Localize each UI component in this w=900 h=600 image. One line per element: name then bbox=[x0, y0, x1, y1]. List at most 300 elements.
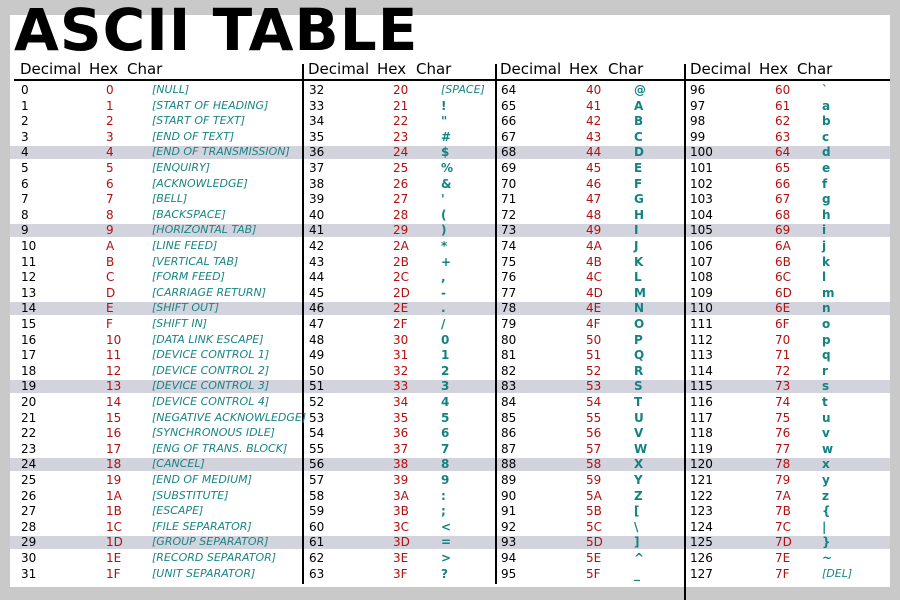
decimal-cell: 22 bbox=[21, 426, 37, 441]
decimal-cell: 116 bbox=[690, 395, 713, 409]
decimal-cell: 59 bbox=[309, 504, 325, 519]
hex-cell: 31 bbox=[393, 348, 409, 363]
hex-cell: 52 bbox=[586, 363, 602, 378]
char-cell: ) bbox=[441, 223, 447, 238]
decimal-cell: 98 bbox=[690, 114, 706, 129]
char-cell: H bbox=[634, 207, 645, 222]
hex-cell: 6 bbox=[106, 176, 114, 191]
decimal-cell: 38 bbox=[309, 176, 325, 191]
decimal-cell: 104 bbox=[690, 207, 713, 222]
char-cell: [ENG OF TRANS. BLOCK] bbox=[152, 441, 288, 455]
hex-cell: 48 bbox=[586, 207, 602, 222]
column-header-hex: Hex bbox=[759, 60, 789, 78]
char-cell: [NEGATIVE ACKNOWLEDGE] bbox=[152, 410, 307, 424]
char-cell: % bbox=[441, 161, 454, 175]
decimal-cell: 20 bbox=[21, 395, 37, 409]
char-cell: r bbox=[822, 363, 828, 378]
char-cell: o bbox=[822, 317, 831, 331]
decimal-cell: 42 bbox=[309, 239, 325, 253]
char-cell: . bbox=[441, 301, 446, 316]
char-cell: 2 bbox=[441, 363, 450, 378]
hex-cell: 61 bbox=[775, 98, 791, 113]
char-cell: Y bbox=[634, 473, 643, 487]
decimal-cell: 71 bbox=[501, 192, 517, 207]
char-cell: V bbox=[634, 426, 644, 441]
hex-cell: 51 bbox=[586, 348, 602, 363]
decimal-cell: 70 bbox=[501, 176, 517, 191]
hex-cell: 57 bbox=[586, 441, 602, 456]
decimal-cell: 44 bbox=[309, 270, 325, 285]
char-cell: Q bbox=[634, 348, 645, 363]
char-cell: O bbox=[634, 317, 645, 331]
hex-cell: 13 bbox=[106, 379, 122, 394]
decimal-cell: 27 bbox=[21, 504, 37, 519]
char-cell: [ bbox=[634, 504, 640, 519]
char-cell: W bbox=[634, 441, 648, 456]
decimal-cell: 91 bbox=[501, 504, 517, 519]
hex-cell: 79 bbox=[775, 473, 791, 487]
char-cell: [SHIFT IN] bbox=[152, 317, 208, 330]
hex-cell: 20 bbox=[393, 83, 409, 97]
char-cell: 6 bbox=[441, 426, 450, 441]
decimal-cell: 56 bbox=[309, 457, 325, 472]
char-cell: [DEVICE CONTROL 2] bbox=[152, 363, 270, 377]
decimal-cell: 75 bbox=[501, 254, 517, 269]
decimal-cell: 113 bbox=[690, 348, 713, 363]
char-cell: & bbox=[441, 176, 452, 191]
hex-cell: 5D bbox=[586, 535, 603, 550]
decimal-cell: 9 bbox=[21, 223, 29, 238]
column-header-hex: Hex bbox=[569, 60, 599, 78]
decimal-cell: 6 bbox=[21, 176, 29, 191]
decimal-cell: 89 bbox=[501, 473, 517, 487]
hex-cell: 29 bbox=[393, 223, 409, 238]
hex-cell: 35 bbox=[393, 410, 409, 425]
char-cell: [BELL] bbox=[152, 192, 188, 206]
hex-cell: 3C bbox=[393, 519, 410, 534]
hex-cell: 23 bbox=[393, 129, 409, 144]
hex-cell: 18 bbox=[106, 457, 122, 472]
char-cell: k bbox=[822, 254, 830, 269]
hex-cell: 8 bbox=[106, 207, 114, 222]
hex-cell: 2C bbox=[393, 270, 410, 285]
hex-cell: 30 bbox=[393, 332, 409, 347]
char-cell: * bbox=[441, 239, 448, 253]
hex-cell: 5C bbox=[586, 519, 603, 534]
char-cell: h bbox=[822, 207, 831, 222]
hex-cell: 66 bbox=[775, 176, 791, 191]
decimal-cell: 16 bbox=[21, 332, 37, 347]
hex-cell: 37 bbox=[393, 441, 409, 456]
hex-cell: 5E bbox=[586, 551, 602, 565]
char-cell: [FILE SEPARATOR] bbox=[152, 519, 252, 533]
char-cell: g bbox=[822, 192, 831, 207]
decimal-cell: 112 bbox=[690, 332, 713, 347]
decimal-cell: 106 bbox=[690, 239, 713, 253]
char-cell: j bbox=[822, 239, 827, 253]
hex-cell: 63 bbox=[775, 129, 791, 144]
char-cell: [GROUP SEPARATOR] bbox=[152, 535, 269, 549]
char-cell: 3 bbox=[441, 379, 450, 394]
decimal-cell: 101 bbox=[690, 161, 713, 175]
decimal-cell: 86 bbox=[501, 426, 517, 441]
char-cell: : bbox=[441, 488, 446, 503]
decimal-cell: 50 bbox=[309, 363, 325, 378]
decimal-cell: 28 bbox=[21, 519, 37, 534]
hex-cell: 54 bbox=[586, 395, 602, 409]
decimal-cell: 74 bbox=[501, 239, 517, 253]
hex-cell: 50 bbox=[586, 332, 602, 347]
hex-cell: A bbox=[106, 239, 115, 253]
hex-cell: 1A bbox=[106, 488, 122, 503]
decimal-cell: 58 bbox=[309, 488, 325, 503]
column-header-char: Char bbox=[797, 60, 833, 78]
hex-cell: 42 bbox=[586, 114, 602, 129]
char-cell: z bbox=[822, 488, 829, 503]
hex-cell: 4D bbox=[586, 285, 603, 300]
hex-cell: 59 bbox=[586, 473, 602, 487]
decimal-cell: 14 bbox=[21, 301, 37, 316]
char-cell: v bbox=[822, 426, 830, 441]
decimal-cell: 127 bbox=[690, 566, 713, 581]
decimal-cell: 31 bbox=[21, 566, 37, 581]
hex-cell: 10 bbox=[106, 332, 122, 347]
decimal-cell: 18 bbox=[21, 363, 37, 378]
hex-cell: 5A bbox=[586, 488, 602, 503]
decimal-cell: 66 bbox=[501, 114, 517, 129]
char-cell: l bbox=[822, 270, 827, 285]
hex-cell: 7F bbox=[775, 566, 790, 581]
hex-cell: 58 bbox=[586, 457, 602, 472]
hex-cell: 2F bbox=[393, 317, 408, 331]
char-cell: [SUBSTITUTE] bbox=[152, 488, 229, 502]
char-cell: p bbox=[822, 332, 831, 347]
decimal-cell: 72 bbox=[501, 207, 517, 222]
hex-cell: 4A bbox=[586, 239, 602, 253]
decimal-cell: 79 bbox=[501, 317, 517, 331]
hex-cell: 3B bbox=[393, 504, 409, 519]
decimal-cell: 19 bbox=[21, 379, 37, 394]
decimal-cell: 118 bbox=[690, 426, 713, 441]
decimal-cell: 114 bbox=[690, 363, 713, 378]
hex-cell: 17 bbox=[106, 441, 122, 456]
hex-cell: 43 bbox=[586, 129, 602, 144]
char-cell: X bbox=[634, 457, 644, 472]
char-cell: 8 bbox=[441, 457, 450, 472]
hex-cell: 27 bbox=[393, 192, 409, 207]
char-cell: 9 bbox=[441, 473, 450, 487]
column-header-hex: Hex bbox=[377, 60, 407, 78]
char-cell: a bbox=[822, 98, 831, 113]
decimal-cell: 92 bbox=[501, 519, 517, 534]
char-cell: [NULL] bbox=[152, 83, 190, 96]
char-cell: D bbox=[634, 145, 644, 160]
hex-cell: 6B bbox=[775, 254, 791, 269]
decimal-cell: 7 bbox=[21, 192, 29, 207]
char-cell: K bbox=[634, 254, 644, 269]
decimal-cell: 105 bbox=[690, 223, 713, 238]
char-cell: x bbox=[822, 457, 830, 472]
hex-cell: 19 bbox=[106, 473, 122, 487]
hex-cell: B bbox=[106, 254, 115, 269]
char-cell: ^ bbox=[634, 551, 645, 565]
hex-cell: 1D bbox=[106, 535, 123, 550]
row-band bbox=[10, 146, 890, 159]
hex-cell: 3F bbox=[393, 566, 408, 581]
hex-cell: 77 bbox=[775, 441, 791, 456]
hex-cell: 1F bbox=[106, 566, 121, 581]
hex-cell: 69 bbox=[775, 223, 791, 238]
hex-cell: 44 bbox=[586, 145, 602, 160]
table-sheet bbox=[10, 15, 890, 587]
char-cell: \ bbox=[634, 519, 639, 534]
column-divider bbox=[495, 64, 497, 584]
char-cell: ! bbox=[441, 98, 447, 113]
decimal-cell: 124 bbox=[690, 519, 713, 534]
char-cell: e bbox=[822, 161, 831, 175]
decimal-cell: 35 bbox=[309, 129, 325, 144]
char-cell: [FORM FEED] bbox=[152, 270, 225, 284]
char-cell: ` bbox=[822, 83, 828, 97]
decimal-cell: 29 bbox=[21, 535, 37, 550]
decimal-cell: 83 bbox=[501, 379, 517, 394]
hex-cell: 7A bbox=[775, 488, 791, 503]
hex-cell: 3 bbox=[106, 129, 114, 144]
column-header-char: Char bbox=[127, 60, 163, 78]
char-cell: # bbox=[441, 129, 452, 144]
column-divider bbox=[684, 64, 686, 600]
char-cell: ( bbox=[441, 207, 447, 222]
char-cell: q bbox=[822, 348, 831, 363]
decimal-cell: 53 bbox=[309, 410, 325, 425]
hex-cell: 45 bbox=[586, 161, 602, 175]
decimal-cell: 120 bbox=[690, 457, 713, 472]
char-cell: _ bbox=[634, 566, 640, 581]
hex-cell: 40 bbox=[586, 83, 602, 97]
decimal-cell: 11 bbox=[21, 254, 37, 269]
decimal-cell: 80 bbox=[501, 332, 517, 347]
hex-cell: 47 bbox=[586, 192, 602, 207]
hex-cell: 46 bbox=[586, 176, 602, 191]
char-cell: [SHIFT OUT] bbox=[152, 301, 220, 315]
decimal-cell: 15 bbox=[21, 317, 37, 331]
char-cell: ] bbox=[634, 535, 640, 550]
char-cell: I bbox=[634, 223, 639, 238]
decimal-cell: 60 bbox=[309, 519, 325, 534]
hex-cell: 3D bbox=[393, 535, 410, 550]
hex-cell: 67 bbox=[775, 192, 791, 207]
char-cell: [LINE FEED] bbox=[152, 239, 218, 252]
hex-cell: 14 bbox=[106, 395, 122, 409]
decimal-cell: 23 bbox=[21, 441, 37, 456]
decimal-cell: 47 bbox=[309, 317, 325, 331]
row-band bbox=[10, 380, 890, 393]
decimal-cell: 111 bbox=[690, 317, 713, 331]
hex-cell: 4C bbox=[586, 270, 603, 285]
decimal-cell: 21 bbox=[21, 410, 37, 425]
decimal-cell: 84 bbox=[501, 395, 517, 409]
decimal-cell: 51 bbox=[309, 379, 325, 394]
hex-cell: 7 bbox=[106, 192, 114, 207]
decimal-cell: 85 bbox=[501, 410, 517, 425]
hex-cell: 6C bbox=[775, 270, 792, 285]
hex-cell: E bbox=[106, 301, 114, 316]
column-header-char: Char bbox=[416, 60, 452, 78]
char-cell: Z bbox=[634, 488, 643, 503]
char-cell: m bbox=[822, 285, 835, 300]
column-header-char: Char bbox=[608, 60, 644, 78]
row-band bbox=[10, 224, 890, 237]
decimal-cell: 24 bbox=[21, 457, 37, 472]
decimal-cell: 103 bbox=[690, 192, 713, 207]
hex-cell: 4F bbox=[586, 317, 601, 331]
char-cell: [DEVICE CONTROL 3] bbox=[152, 379, 270, 393]
hex-cell: 70 bbox=[775, 332, 791, 347]
char-cell: | bbox=[822, 519, 827, 534]
hex-cell: 25 bbox=[393, 161, 409, 175]
decimal-cell: 34 bbox=[309, 114, 325, 129]
hex-cell: 6E bbox=[775, 301, 791, 316]
char-cell: [HORIZONTAL TAB] bbox=[152, 223, 257, 237]
char-cell: + bbox=[441, 254, 452, 269]
hex-cell: 11 bbox=[106, 348, 122, 363]
char-cell: J bbox=[634, 239, 639, 253]
char-cell: [END OF MEDIUM] bbox=[152, 473, 252, 486]
char-cell: [DEVICE CONTROL 1] bbox=[152, 348, 270, 362]
decimal-cell: 68 bbox=[501, 145, 517, 160]
decimal-cell: 26 bbox=[21, 488, 37, 503]
decimal-cell: 10 bbox=[21, 239, 37, 253]
char-cell: " bbox=[441, 114, 448, 129]
column-header-decimal: Decimal bbox=[308, 60, 370, 78]
char-cell: A bbox=[634, 98, 644, 113]
hex-cell: 71 bbox=[775, 348, 791, 363]
char-cell: [CARRIAGE RETURN] bbox=[152, 285, 267, 299]
hex-cell: 2D bbox=[393, 285, 410, 300]
char-cell: [DATA LINK ESCAPE] bbox=[152, 332, 264, 346]
hex-cell: 76 bbox=[775, 426, 791, 441]
decimal-cell: 64 bbox=[501, 83, 517, 97]
page-title: ASCII TABLE bbox=[14, 0, 419, 64]
decimal-cell: 115 bbox=[690, 379, 713, 394]
decimal-cell: 5 bbox=[21, 161, 29, 175]
decimal-cell: 25 bbox=[21, 473, 37, 487]
hex-cell: 0 bbox=[106, 83, 114, 97]
decimal-cell: 13 bbox=[21, 285, 37, 300]
decimal-cell: 107 bbox=[690, 254, 713, 269]
hex-cell: 33 bbox=[393, 379, 409, 394]
hex-cell: 7B bbox=[775, 504, 791, 519]
hex-cell: 73 bbox=[775, 379, 791, 394]
char-cell: i bbox=[822, 223, 827, 238]
hex-cell: 24 bbox=[393, 145, 409, 160]
char-cell: 1 bbox=[441, 348, 450, 363]
decimal-cell: 0 bbox=[21, 83, 29, 97]
column-header-decimal: Decimal bbox=[20, 60, 82, 78]
char-cell: [DEVICE CONTROL 4] bbox=[152, 395, 270, 408]
hex-cell: D bbox=[106, 285, 116, 300]
char-cell: [END OF TRANSMISSION] bbox=[152, 145, 290, 159]
decimal-cell: 1 bbox=[21, 98, 29, 113]
char-cell: F bbox=[634, 176, 643, 191]
hex-cell: 72 bbox=[775, 363, 791, 378]
hex-cell: 1 bbox=[106, 98, 114, 113]
decimal-cell: 110 bbox=[690, 301, 713, 316]
row-band bbox=[10, 302, 890, 315]
char-cell: 4 bbox=[441, 395, 450, 409]
hex-cell: 53 bbox=[586, 379, 602, 394]
char-cell: B bbox=[634, 114, 644, 129]
char-cell: [RECORD SEPARATOR] bbox=[152, 551, 277, 564]
char-cell: s bbox=[822, 379, 830, 394]
decimal-cell: 54 bbox=[309, 426, 325, 441]
decimal-cell: 122 bbox=[690, 488, 713, 503]
decimal-cell: 77 bbox=[501, 285, 517, 300]
decimal-cell: 32 bbox=[309, 83, 325, 97]
column-header-decimal: Decimal bbox=[500, 60, 562, 78]
char-cell: ; bbox=[441, 504, 446, 519]
char-cell: [UNIT SEPARATOR] bbox=[152, 566, 256, 580]
decimal-cell: 33 bbox=[309, 98, 325, 113]
char-cell: u bbox=[822, 410, 831, 425]
decimal-cell: 81 bbox=[501, 348, 517, 363]
decimal-cell: 93 bbox=[501, 535, 517, 550]
hex-cell: 4E bbox=[586, 301, 602, 316]
decimal-cell: 95 bbox=[501, 566, 517, 581]
char-cell: $ bbox=[441, 145, 450, 160]
char-cell: > bbox=[441, 551, 452, 565]
char-cell: S bbox=[634, 379, 643, 394]
hex-cell: 65 bbox=[775, 161, 791, 175]
hex-cell: 39 bbox=[393, 473, 409, 487]
decimal-cell: 3 bbox=[21, 129, 29, 144]
hex-cell: 56 bbox=[586, 426, 602, 441]
column-divider bbox=[302, 64, 304, 584]
decimal-cell: 37 bbox=[309, 161, 325, 175]
decimal-cell: 121 bbox=[690, 473, 713, 487]
char-cell: [SYNCHRONOUS IDLE] bbox=[152, 426, 275, 440]
decimal-cell: 94 bbox=[501, 551, 517, 565]
char-cell: b bbox=[822, 114, 831, 129]
decimal-cell: 126 bbox=[690, 551, 713, 565]
decimal-cell: 36 bbox=[309, 145, 325, 160]
hex-cell: 38 bbox=[393, 457, 409, 472]
hex-cell: 6A bbox=[775, 239, 791, 253]
hex-cell: 41 bbox=[586, 98, 602, 113]
char-cell: ? bbox=[441, 566, 448, 581]
char-cell: [ENQUIRY] bbox=[152, 161, 211, 174]
row-band bbox=[10, 458, 890, 471]
hex-cell: 60 bbox=[775, 83, 791, 97]
hex-cell: 5B bbox=[586, 504, 602, 519]
char-cell: [START OF HEADING] bbox=[152, 98, 269, 112]
decimal-cell: 76 bbox=[501, 270, 517, 285]
hex-cell: 74 bbox=[775, 395, 791, 409]
char-cell: , bbox=[441, 270, 446, 285]
hex-cell: 2E bbox=[393, 301, 409, 316]
hex-cell: 2A bbox=[393, 239, 409, 253]
hex-cell: 22 bbox=[393, 114, 409, 129]
hex-cell: 4B bbox=[586, 254, 602, 269]
hex-cell: 55 bbox=[586, 410, 602, 425]
char-cell: L bbox=[634, 270, 642, 285]
char-cell: M bbox=[634, 285, 646, 300]
decimal-cell: 12 bbox=[21, 270, 37, 285]
decimal-cell: 69 bbox=[501, 161, 517, 175]
decimal-cell: 48 bbox=[309, 332, 325, 347]
decimal-cell: 8 bbox=[21, 207, 29, 222]
char-cell: [END OF TEXT] bbox=[152, 129, 235, 143]
